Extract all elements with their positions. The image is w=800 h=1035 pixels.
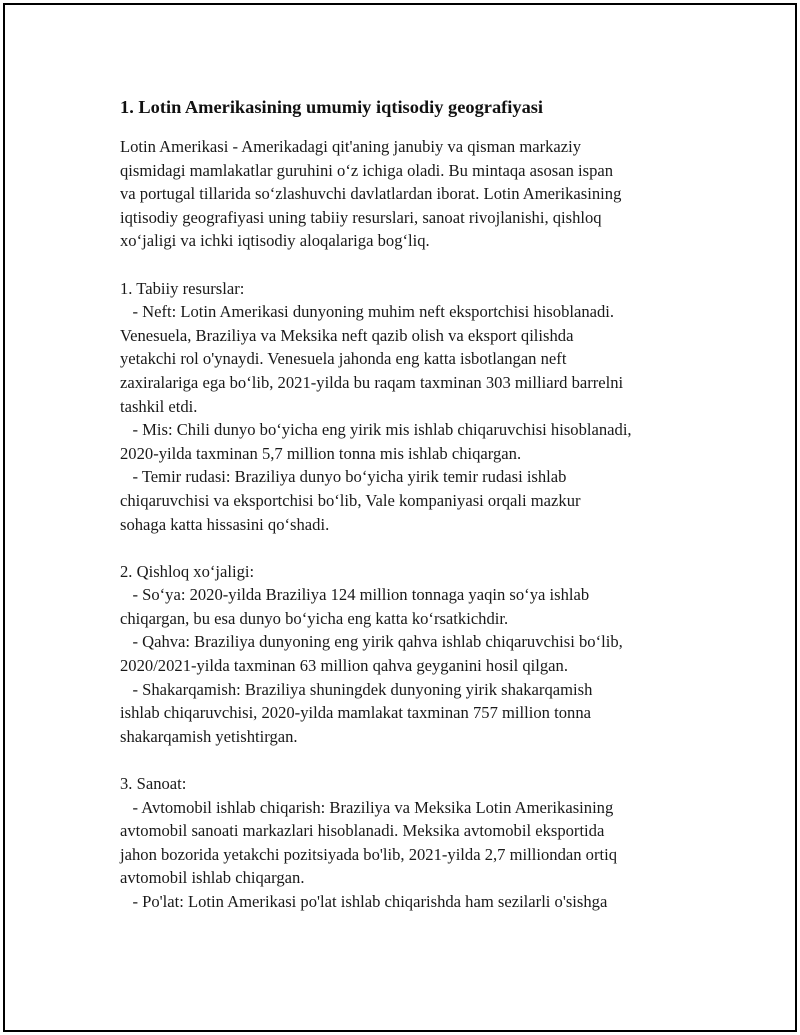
item-line: - Temir rudasi: Braziliya dunyo bo‘yicha yirik temir rudasi ishlab	[120, 467, 567, 487]
item-line: - Qahva: Braziliya dunyoning eng yirik qahva ishlab chiqaruvchisi bo‘lib,	[120, 632, 623, 652]
item-line: - Mis: Chili dunyo bo‘yicha eng yirik mis ishlab chiqaruvchisi hisoblanadi,	[120, 420, 632, 440]
page-frame	[3, 3, 797, 1032]
section-natural-resources	[120, 277, 720, 537]
item-line: - Po'lat: Lotin Amerikasi po'lat ishlab chiqarishda ham sezilarli o'sishga	[120, 892, 608, 911]
paragraph-gap	[120, 536, 720, 560]
intro-line: iqtisodiy geografiyasi uning tabiiy resurslari, sanoat rivojlanishi, qishloq	[120, 207, 602, 227]
item-line: zaxiralariga ega bo‘lib, 2021-yilda bu raqam taxminan 303 milliard barrelni	[120, 372, 624, 392]
item-line: - Neft: Lotin Amerikasi dunyoning muhim neft eksportchisi hisoblanadi.	[120, 302, 615, 322]
intro-line: xo‘jaligi va ichki iqtisodiy aloqalariga bog‘liq.	[120, 231, 430, 251]
item-line: yetakchi rol o'ynaydi. Venesuela jahonda eng katta isbotlangan neft	[120, 349, 567, 369]
intro-line: va portugal tillarida so‘zlashuvchi davlatlardan iborat. Lotin Amerikasining	[120, 184, 622, 204]
section-agriculture	[120, 560, 720, 749]
item-line: sohaga katta hissasini qo‘shadi.	[120, 514, 330, 534]
intro-paragraph	[120, 135, 720, 253]
intro-line: qismidagi mamlakatlar guruhini o‘z ichiga oladi. Bu mintaqa asosan ispan	[120, 160, 614, 180]
intro-line: Lotin Amerikasi - Amerikadagi qit'aning janubiy va qisman markaziy	[120, 137, 582, 156]
item-line: tashkil etdi.	[120, 396, 198, 416]
item-line: avtomobil ishlab chiqargan.	[120, 868, 305, 888]
section-heading: 1. Tabiiy resurslar:	[120, 278, 245, 298]
section-industry	[120, 772, 720, 914]
item-line: Venesuela, Braziliya va Meksika neft qazib olish va eksport qilishda	[120, 325, 574, 345]
paragraph-gap	[120, 253, 720, 277]
document-title: 1. Lotin Amerikasining umumiy iqtisodiy geografiyasi	[120, 97, 544, 117]
item-line: chiqargan, bu esa dunyo bo‘yicha eng katta ko‘rsatkichdir.	[120, 608, 509, 628]
item-line: jahon bozorida yetakchi pozitsiyada bo'lib, 2021-yilda 2,7 milliondan ortiq	[120, 844, 618, 864]
item-line: ishlab chiqaruvchisi, 2020-yilda mamlakat taxminan 757 million tonna	[120, 703, 591, 723]
item-line: chiqaruvchisi va eksportchisi bo‘lib, Vale kompaniyasi orqali mazkur	[120, 490, 581, 510]
item-line: - So‘ya: 2020-yilda Braziliya 124 million tonnaga yaqin so‘ya ishlab	[120, 585, 590, 605]
item-line: 2020/2021-yilda taxminan 63 million qahva geyganini hosil qilgan.	[120, 656, 568, 676]
section-heading: 3. Sanoat:	[120, 774, 187, 794]
item-line: - Avtomobil ishlab chiqarish: Braziliya va Meksika Lotin Amerikasining	[120, 797, 614, 817]
paragraph-gap	[120, 748, 720, 772]
item-line: avtomobil sanoati markazlari hisoblanadi. Meksika avtomobil eksportida	[120, 821, 605, 841]
document-body	[120, 95, 720, 914]
item-line: - Shakarqamish: Braziliya shuningdek dunyoning yirik shakarqamish	[120, 679, 593, 699]
item-line: 2020-yilda taxminan 5,7 million tonna mis ishlab chiqargan.	[120, 443, 522, 463]
section-heading: 2. Qishloq xo‘jaligi:	[120, 561, 255, 581]
item-line: shakarqamish yetishtirgan.	[120, 726, 298, 746]
